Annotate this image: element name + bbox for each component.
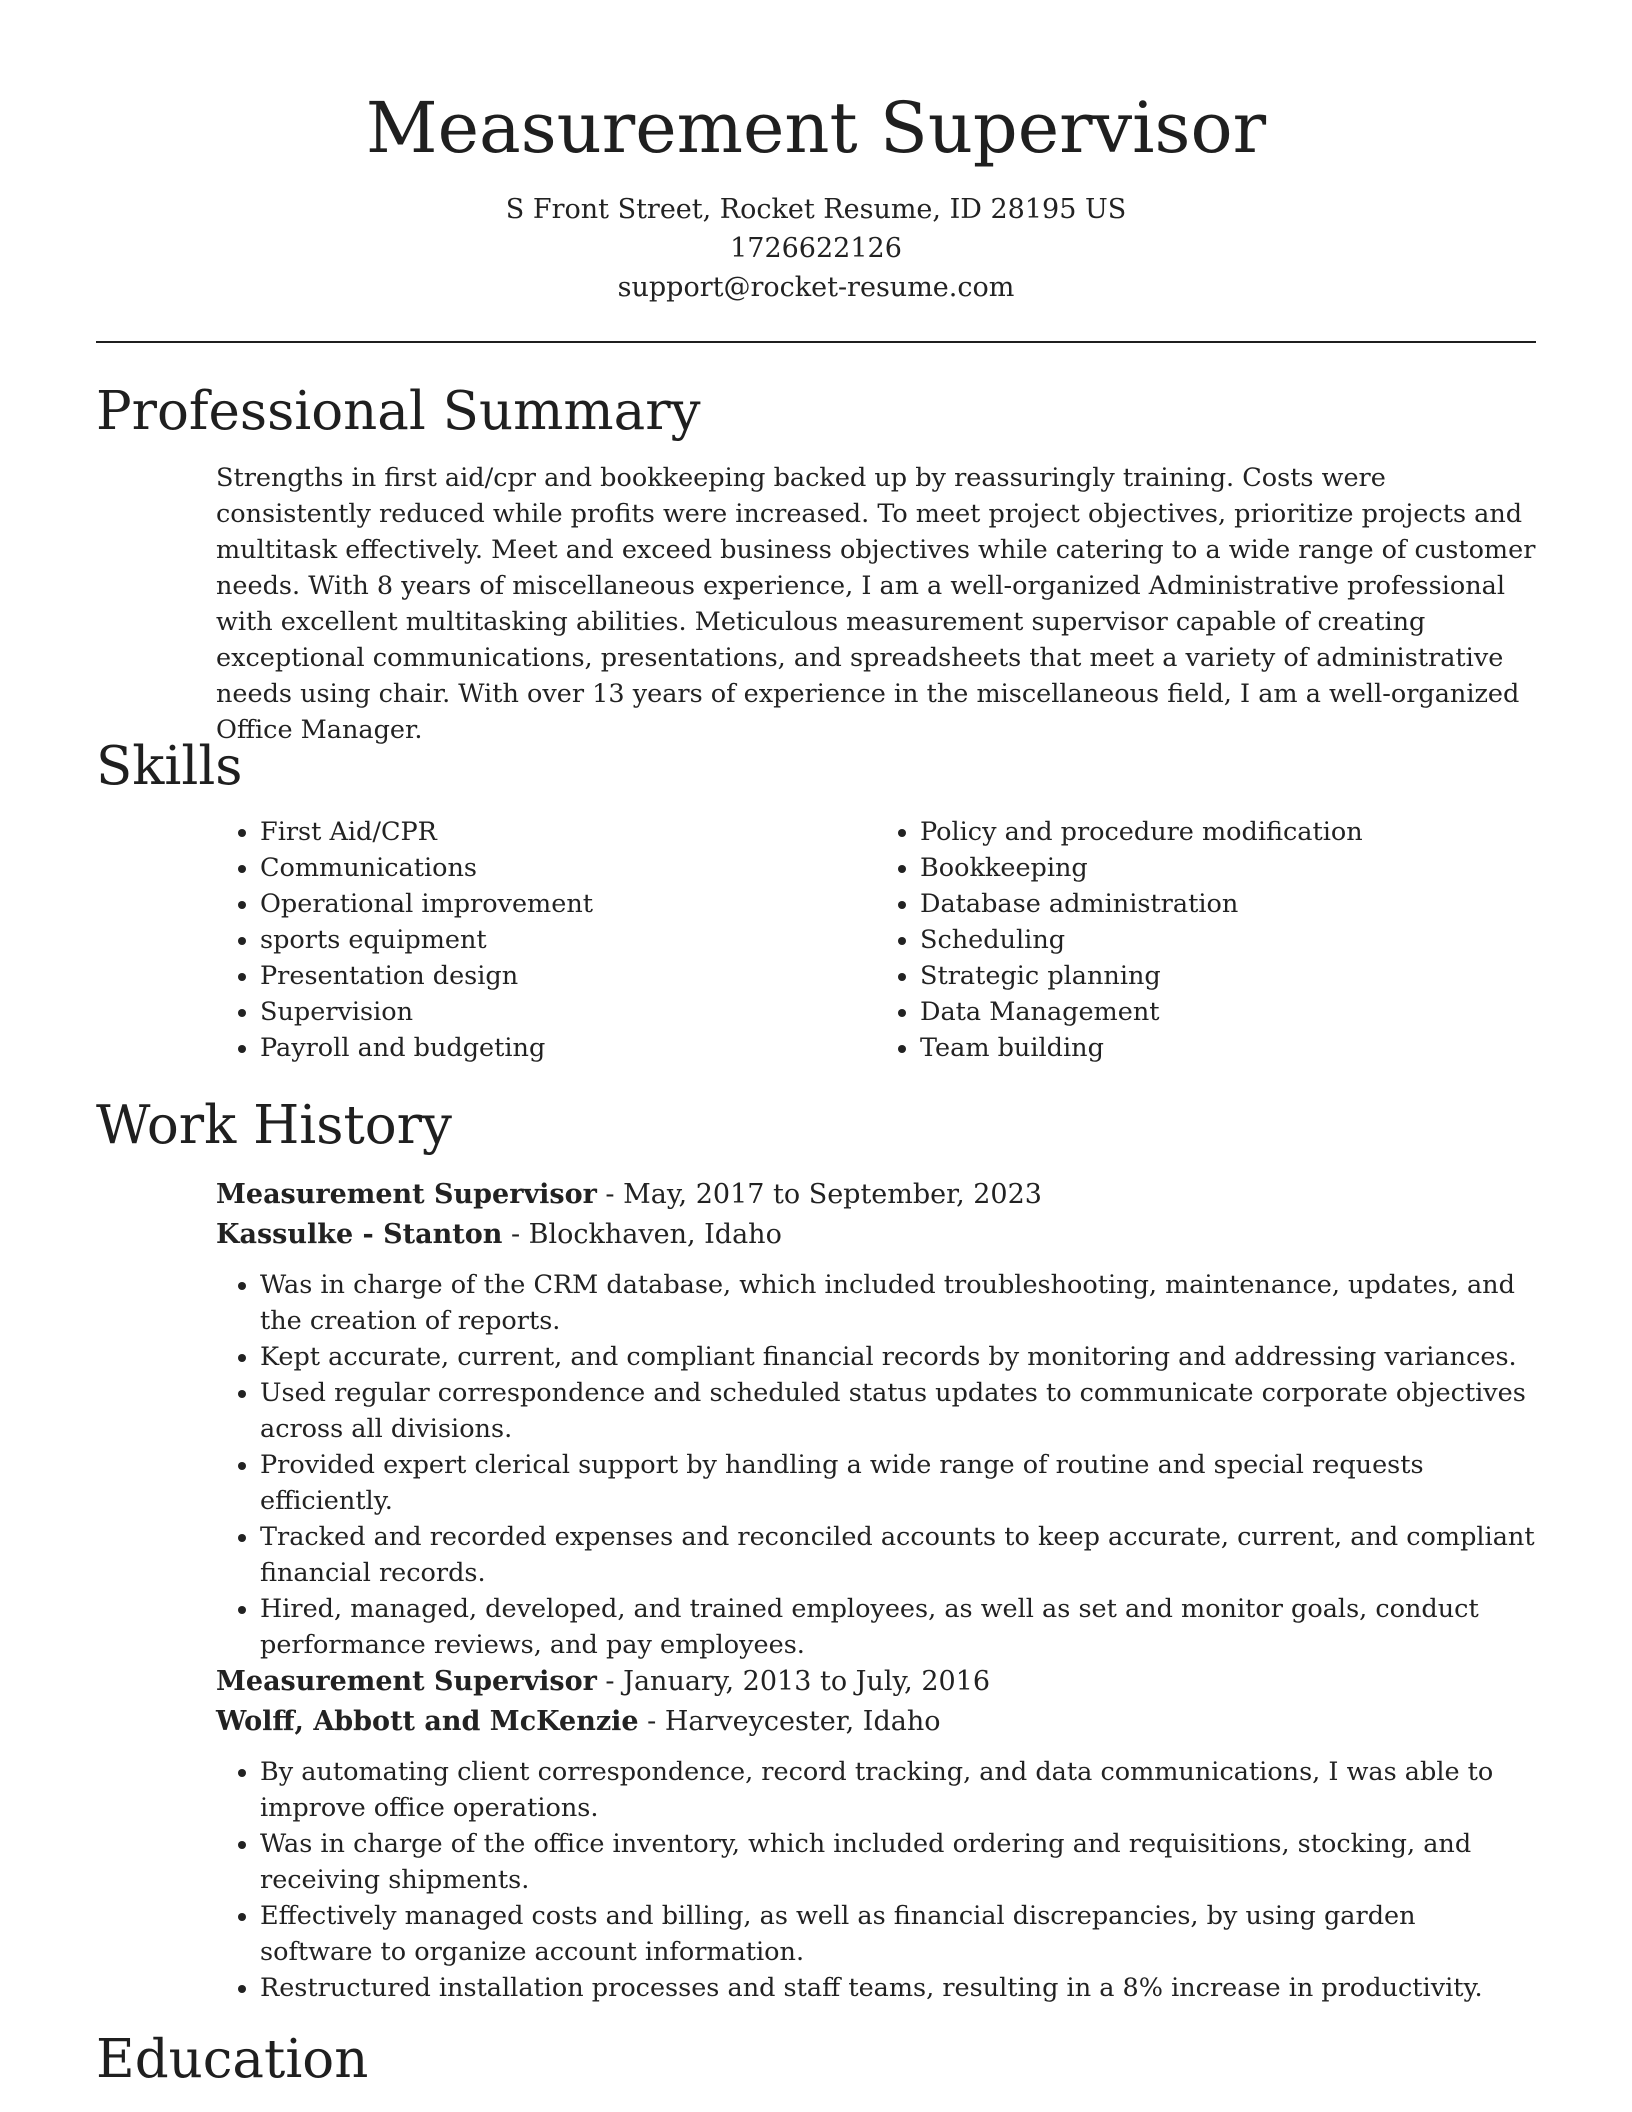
skills-list-right bbox=[876, 814, 1536, 1066]
contact-info bbox=[0, 190, 1632, 307]
job-company-line bbox=[216, 1215, 1536, 1255]
skill-item: • Bookkeeping bbox=[920, 850, 1536, 886]
job-entry bbox=[216, 1175, 1536, 1663]
job-location: - Harveycester, Idaho bbox=[638, 1706, 941, 1737]
summary-section bbox=[216, 460, 1536, 748]
resume-header bbox=[0, 0, 1632, 307]
skills-list-left bbox=[216, 814, 876, 1066]
job-entry bbox=[216, 1662, 1536, 2006]
job-bullet: • Hired, managed, developed, and trained employees, as well as set and monitor goals, conduct performance reviews, and pay employees. bbox=[260, 1591, 1536, 1663]
skill-item: • Team building bbox=[920, 1030, 1536, 1066]
job-bullet: • Was in charge of the office inventory, which included ordering and requisitions, stocking, and receiving shipments. bbox=[260, 1826, 1536, 1898]
skill-item: • Strategic planning bbox=[920, 958, 1536, 994]
skill-item: • Policy and procedure modification bbox=[920, 814, 1536, 850]
job-bullet: • Kept accurate, current, and compliant financial records by monitoring and addressing variances. bbox=[260, 1339, 1536, 1375]
job-title-line bbox=[216, 1175, 1536, 1215]
email-text: support@rocket-resume.com bbox=[617, 272, 1015, 303]
skill-item: • Database administration bbox=[920, 886, 1536, 922]
job-company: Wolff, Abbott and McKenzie bbox=[216, 1706, 639, 1737]
skill-item: • Communications bbox=[260, 850, 876, 886]
summary-heading: Professional Summary bbox=[96, 381, 701, 442]
job-company-line bbox=[216, 1702, 1536, 1742]
job-bullet: • Effectively managed costs and billing, as well as financial discrepancies, by using garden software to organize account information. bbox=[260, 1898, 1536, 1970]
job-dates: - January, 2013 to July, 2016 bbox=[596, 1666, 991, 1697]
job-title: Measurement Supervisor bbox=[216, 1179, 597, 1210]
skill-item: • Presentation design bbox=[260, 958, 876, 994]
skills-heading: Skills bbox=[96, 736, 243, 797]
job-title-line bbox=[216, 1662, 1536, 1702]
job-location: - Blockhaven, Idaho bbox=[502, 1219, 782, 1250]
job-bullet: • Was in charge of the CRM database, which included troubleshooting, maintenance, updates, and the creation of reports. bbox=[260, 1267, 1536, 1339]
phone-text: 1726622126 bbox=[730, 233, 902, 264]
skill-item: • Operational improvement bbox=[260, 886, 876, 922]
skill-item: • Data Management bbox=[920, 994, 1536, 1030]
job-bullet: • Used regular correspondence and scheduled status updates to communicate corporate objectives across all divisions. bbox=[260, 1375, 1536, 1447]
work-history-heading: Work History bbox=[96, 1095, 452, 1156]
skill-item: • Supervision bbox=[260, 994, 876, 1030]
skill-item: • sports equipment bbox=[260, 922, 876, 958]
header-divider bbox=[96, 341, 1536, 343]
resume-name: Measurement Supervisor bbox=[365, 87, 1267, 169]
skill-item: • Payroll and budgeting bbox=[260, 1030, 876, 1066]
education-heading: Education bbox=[96, 2029, 369, 2090]
address-text: S Front Street, Rocket Resume, ID 28195 US bbox=[505, 194, 1127, 225]
job-company: Kassulke - Stanton bbox=[216, 1219, 503, 1250]
skill-item: • Scheduling bbox=[920, 922, 1536, 958]
skill-item: • First Aid/CPR bbox=[260, 814, 876, 850]
job-bullet: • By automating client correspondence, record tracking, and data communications, I was able to improve office operations. bbox=[260, 1754, 1536, 1826]
job-bullet: • Provided expert clerical support by handling a wide range of routine and special requests efficiently. bbox=[260, 1447, 1536, 1519]
job-bullet: • Restructured installation processes and staff teams, resulting in a 8% increase in productivity. bbox=[260, 1970, 1536, 2006]
job-title: Measurement Supervisor bbox=[216, 1666, 597, 1697]
skills-section bbox=[216, 814, 1536, 1066]
summary-text: Strengths in first aid/cpr and bookkeeping backed up by reassuringly training. Costs were consistently reduced while profits were increased. To meet project objectives, prioritize projects and multitask effectively. Meet and exceed business objectives while catering to a wide range of customer needs. With 8 years of miscellaneous experience, I am a well-organized Administrative professional with excellent multitasking abilities. Meticulous measurement supervisor capable of creating exceptional communications, presentations, and spreadsheets that meet a variety of administrative needs using chair. With over 13 years of experience in the miscellaneous field, I am a well-organized Office Manager. bbox=[216, 463, 1536, 745]
job-bullets bbox=[216, 1267, 1536, 1663]
job-dates: - May, 2017 to September, 2023 bbox=[596, 1179, 1042, 1210]
job-bullet: • Tracked and recorded expenses and reconciled accounts to keep accurate, current, and compliant financial records. bbox=[260, 1519, 1536, 1591]
job-bullets bbox=[216, 1754, 1536, 2006]
